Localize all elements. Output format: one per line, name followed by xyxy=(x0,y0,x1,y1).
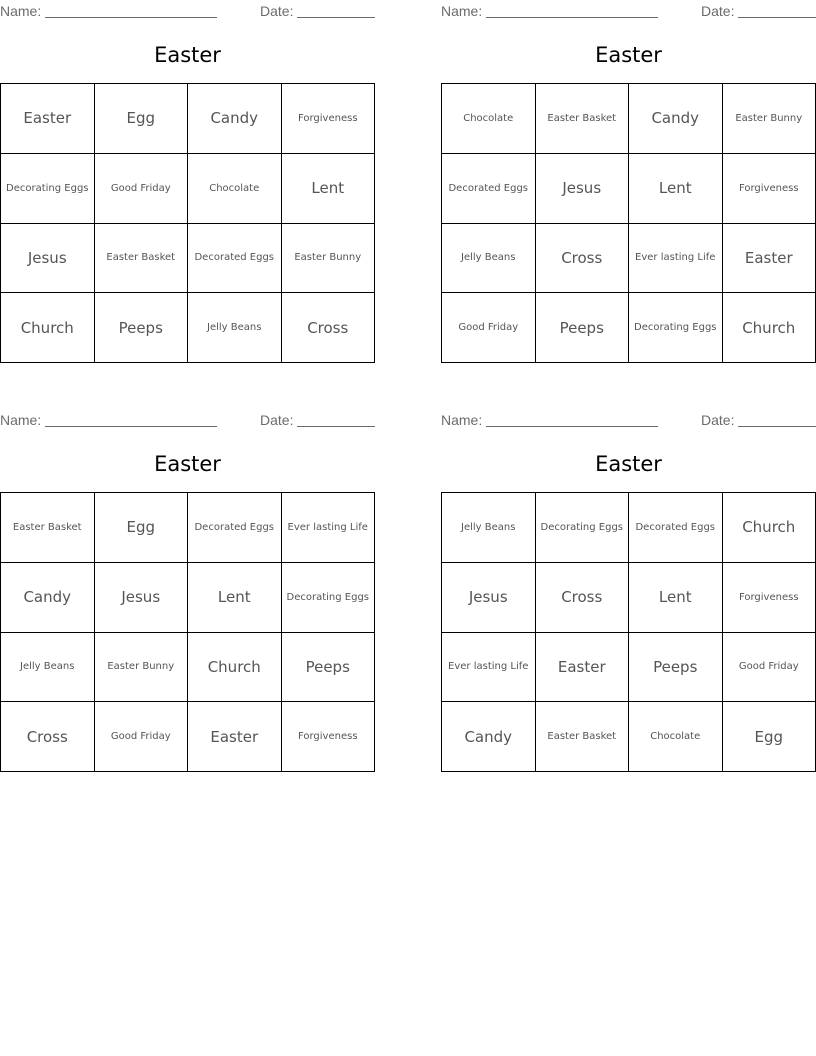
bingo-cell: Forgiveness xyxy=(723,563,816,633)
bingo-cell: Lent xyxy=(629,154,723,224)
name-blank-line xyxy=(45,426,217,427)
bingo-cell: Easter xyxy=(536,633,630,703)
bingo-cell: Lent xyxy=(629,563,723,633)
card-title: Easter xyxy=(595,452,662,476)
date-blank-line xyxy=(738,17,816,18)
bingo-cell: Decorated Eggs xyxy=(188,224,282,294)
bingo-cell: Lent xyxy=(282,154,376,224)
bingo-cell: Cross xyxy=(536,563,630,633)
bingo-cell: Decorating Eggs xyxy=(282,563,376,633)
bingo-cell: Church xyxy=(188,633,282,703)
bingo-cell: Peeps xyxy=(95,293,189,363)
bingo-grid xyxy=(441,83,816,363)
name-date-header xyxy=(0,412,375,428)
bingo-cell: Church xyxy=(723,493,816,563)
bingo-cell: Decorating Eggs xyxy=(536,493,630,563)
bingo-cell: Decorated Eggs xyxy=(629,493,723,563)
name-blank-line xyxy=(486,426,658,427)
bingo-cell: Good Friday xyxy=(442,293,536,363)
bingo-cell: Egg xyxy=(723,702,816,772)
bingo-cell: Church xyxy=(723,293,816,363)
name-label: Name: xyxy=(441,412,483,428)
bingo-cell: Easter Bunny xyxy=(95,633,189,703)
bingo-cell: Easter Basket xyxy=(536,702,630,772)
date-label: Date: xyxy=(701,412,735,428)
bingo-cell: Decorating Eggs xyxy=(1,154,95,224)
bingo-cell: Easter xyxy=(1,84,95,154)
bingo-cell: Lent xyxy=(188,563,282,633)
bingo-cell: Jesus xyxy=(95,563,189,633)
card-title: Easter xyxy=(154,452,221,476)
bingo-cell: Peeps xyxy=(536,293,630,363)
bingo-cell: Church xyxy=(1,293,95,363)
bingo-cell: Easter Basket xyxy=(1,493,95,563)
bingo-cell: Easter xyxy=(723,224,816,294)
bingo-cell: Easter xyxy=(188,702,282,772)
bingo-cell: Easter Basket xyxy=(536,84,630,154)
name-date-header xyxy=(441,412,816,428)
bingo-card xyxy=(441,409,816,784)
bingo-cell: Chocolate xyxy=(442,84,536,154)
name-blank-line xyxy=(45,17,217,18)
date-blank-line xyxy=(738,426,816,427)
bingo-cell: Jesus xyxy=(1,224,95,294)
bingo-cell: Ever lasting Life xyxy=(442,633,536,703)
bingo-cell: Chocolate xyxy=(629,702,723,772)
bingo-cell: Jesus xyxy=(536,154,630,224)
bingo-cell: Ever lasting Life xyxy=(629,224,723,294)
bingo-cell: Jelly Beans xyxy=(442,224,536,294)
bingo-grid xyxy=(441,492,816,772)
bingo-cell: Peeps xyxy=(282,633,376,703)
name-label: Name: xyxy=(0,412,42,428)
name-blank-line xyxy=(486,17,658,18)
bingo-cell: Cross xyxy=(536,224,630,294)
date-label: Date: xyxy=(701,3,735,19)
bingo-grid xyxy=(0,492,375,772)
date-blank-line xyxy=(297,426,375,427)
bingo-cell: Peeps xyxy=(629,633,723,703)
bingo-cell: Jesus xyxy=(442,563,536,633)
bingo-card xyxy=(0,0,375,375)
bingo-cell: Forgiveness xyxy=(282,84,376,154)
card-title: Easter xyxy=(154,43,221,67)
bingo-cell: Decorated Eggs xyxy=(188,493,282,563)
bingo-cell: Chocolate xyxy=(188,154,282,224)
bingo-cell: Forgiveness xyxy=(723,154,816,224)
bingo-cell: Cross xyxy=(1,702,95,772)
bingo-cell: Cross xyxy=(282,293,376,363)
name-date-header xyxy=(441,3,816,19)
bingo-card xyxy=(441,0,816,375)
bingo-cell: Egg xyxy=(95,493,189,563)
date-label: Date: xyxy=(260,412,294,428)
name-label: Name: xyxy=(0,3,42,19)
bingo-cell: Ever lasting Life xyxy=(282,493,376,563)
bingo-cell: Decorating Eggs xyxy=(629,293,723,363)
bingo-cell: Good Friday xyxy=(723,633,816,703)
bingo-cell: Candy xyxy=(442,702,536,772)
bingo-cell: Forgiveness xyxy=(282,702,376,772)
name-label: Name: xyxy=(441,3,483,19)
bingo-grid xyxy=(0,83,375,363)
bingo-cell: Jelly Beans xyxy=(1,633,95,703)
bingo-cell: Jelly Beans xyxy=(188,293,282,363)
bingo-cell: Candy xyxy=(629,84,723,154)
bingo-cell: Good Friday xyxy=(95,702,189,772)
date-label: Date: xyxy=(260,3,294,19)
bingo-card xyxy=(0,409,375,784)
bingo-cell: Easter Bunny xyxy=(282,224,376,294)
bingo-cell: Decorated Eggs xyxy=(442,154,536,224)
date-blank-line xyxy=(297,17,375,18)
bingo-cell: Good Friday xyxy=(95,154,189,224)
bingo-cell: Easter Basket xyxy=(95,224,189,294)
bingo-cell: Candy xyxy=(188,84,282,154)
card-title: Easter xyxy=(595,43,662,67)
name-date-header xyxy=(0,3,375,19)
bingo-cell: Egg xyxy=(95,84,189,154)
bingo-cell: Easter Bunny xyxy=(723,84,816,154)
bingo-cell: Jelly Beans xyxy=(442,493,536,563)
bingo-cell: Candy xyxy=(1,563,95,633)
